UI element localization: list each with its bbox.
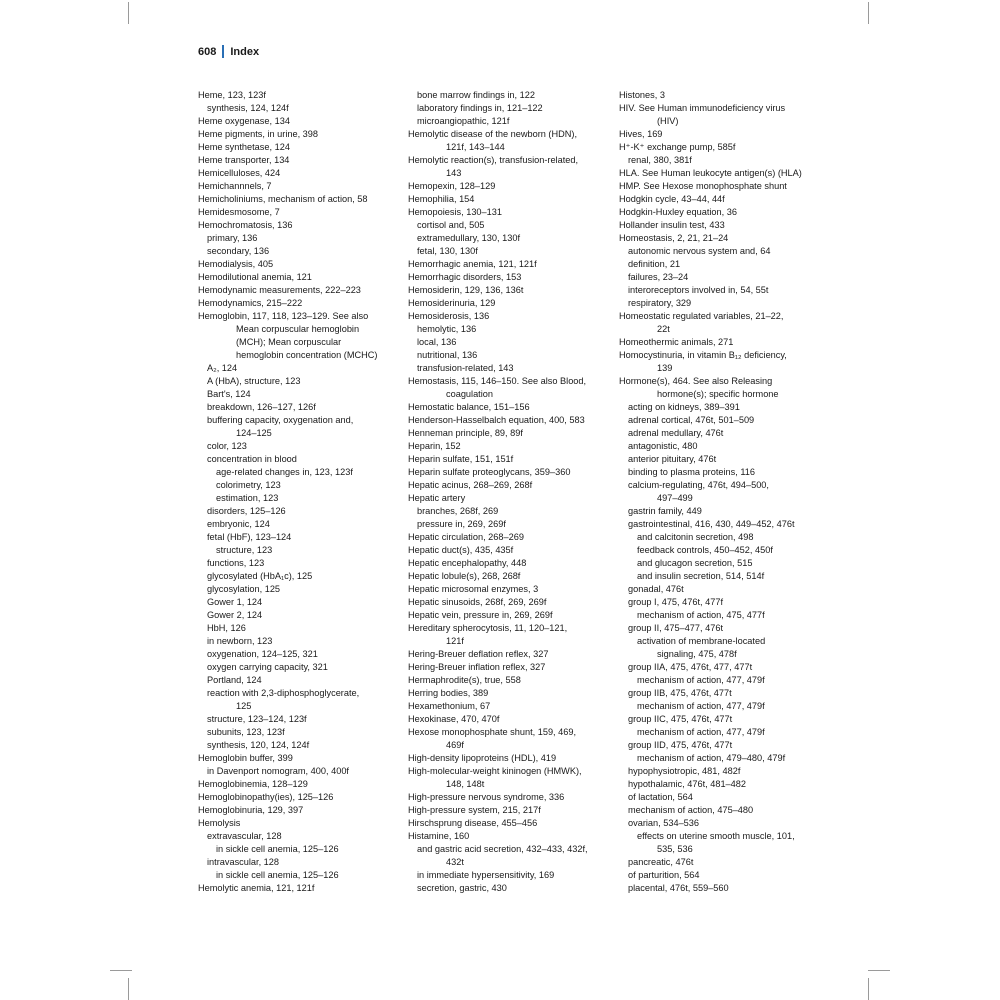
index-entry: Histones, 3 — [619, 90, 665, 100]
index-entry: group IIC, 475, 476t, 477t — [628, 714, 733, 724]
index-entry: age-related changes in, 123, 123f — [216, 467, 353, 477]
index-entry: glycosylation, 125 — [207, 584, 281, 594]
index-entry: Heparin sulfate, 151, 151f — [408, 454, 514, 464]
index-entry: mechanism of action, 477, 479f — [637, 701, 765, 711]
index-entry: Hemoglobinemia, 128–129 — [198, 779, 308, 789]
index-entry: in immediate hypersensitivity, 169 — [417, 870, 555, 880]
index-entry: renal, 380, 381f — [628, 155, 692, 165]
index-entry: concentration in blood — [207, 454, 297, 464]
index-entry: group II, 475–477, 476t — [628, 623, 724, 633]
index-entry: pressure in, 269, 269f — [417, 519, 506, 529]
index-entry: primary, 136 — [207, 233, 258, 243]
index-entry: Hormone(s), 464. See also Releasing — [619, 376, 773, 386]
index-column-2 — [408, 89, 613, 895]
index-entry: failures, 23–24 — [628, 272, 689, 282]
index-entry: hormone(s); specific hormone — [657, 389, 779, 399]
index-entry: Portland, 124 — [207, 675, 262, 685]
index-entry: breakdown, 126–127, 126f — [207, 402, 316, 412]
index-entry: Hemoglobin buffer, 399 — [198, 753, 293, 763]
index-entry: in Davenport nomogram, 400, 400f — [207, 766, 349, 776]
index-entry: Herring bodies, 389 — [408, 688, 489, 698]
index-entry: group IIB, 475, 476t, 477t — [628, 688, 732, 698]
index-entry: Heparin sulfate proteoglycans, 359–360 — [408, 467, 571, 477]
index-entry: High-density lipoproteins (HDL), 419 — [408, 753, 557, 763]
index-entry: calcium-regulating, 476t, 494–500, — [628, 480, 769, 490]
index-entry: oxygenation, 124–125, 321 — [207, 649, 318, 659]
index-entry: Hereditary spherocytosis, 11, 120–121, — [408, 623, 568, 633]
index-entry: Henneman principle, 89, 89f — [408, 428, 523, 438]
index-entry: synthesis, 124, 124f — [207, 103, 289, 113]
index-entry: Heme, 123, 123f — [198, 90, 266, 100]
index-entry: laboratory findings in, 121–122 — [417, 103, 543, 113]
index-entry: Hemostasis, 115, 146–150. See also Blood, — [408, 376, 587, 386]
index-entry: 121f, 143–144 — [446, 142, 505, 152]
index-entry: acting on kidneys, 389–391 — [628, 402, 740, 412]
index-entry: extramedullary, 130, 130f — [417, 233, 520, 243]
header-divider — [222, 45, 224, 58]
index-entry: hypothalamic, 476t, 481–482 — [628, 779, 746, 789]
index-entry: functions, 123 — [207, 558, 265, 568]
index-entry: HMP. See Hexose monophosphate shunt — [619, 181, 787, 191]
index-entry: A (HbA), structure, 123 — [207, 376, 301, 386]
index-entry: fetal, 130, 130f — [417, 246, 478, 256]
index-entry: 469f — [446, 740, 464, 750]
index-entry: Hemicelluloses, 424 — [198, 168, 281, 178]
index-entry: 121f — [446, 636, 464, 646]
index-entry: HbH, 126 — [207, 623, 246, 633]
index-entry: extravascular, 128 — [207, 831, 282, 841]
index-entry: Homeostasis, 2, 21, 21–24 — [619, 233, 729, 243]
section-title: Index — [230, 45, 260, 58]
index-entry: Hirschsprung disease, 455–456 — [408, 818, 538, 828]
index-entry: Hepatic circulation, 268–269 — [408, 532, 524, 542]
index-entry: Hemoglobinuria, 129, 397 — [198, 805, 304, 815]
index-entry: colorimetry, 123 — [216, 480, 281, 490]
index-entry: Heparin, 152 — [408, 441, 461, 451]
index-entry: disorders, 125–126 — [207, 506, 286, 516]
index-entry: interoreceptors involved in, 54, 55t — [628, 285, 769, 295]
index-entry: gastrointestinal, 416, 430, 449–452, 476t — [628, 519, 795, 529]
index-entry: Hemodialysis, 405 — [198, 259, 274, 269]
index-entry: subunits, 123, 123f — [207, 727, 285, 737]
index-entry: HIV. See Human immunodeficiency virus — [619, 103, 786, 113]
index-entry: group IID, 475, 476t, 477t — [628, 740, 733, 750]
index-entry: Hemolytic disease of the newborn (HDN), — [408, 129, 578, 139]
index-entry: Hepatic acinus, 268–269, 268f — [408, 480, 533, 490]
index-entry: Hodgkin-Huxley equation, 36 — [619, 207, 737, 217]
index-entry: (HIV) — [657, 116, 679, 126]
index-entry: adrenal cortical, 476t, 501–509 — [628, 415, 755, 425]
crop-mark — [868, 970, 890, 971]
index-entry: Hemochromatosis, 136 — [198, 220, 293, 230]
index-entry: intravascular, 128 — [207, 857, 280, 867]
index-entry: Heme pigments, in urine, 398 — [198, 129, 319, 139]
index-entry: and calcitonin secretion, 498 — [637, 532, 754, 542]
index-entry: hemoglobin concentration (MCHC) — [236, 350, 378, 360]
index-entry: mechanism of action, 477, 479f — [637, 675, 765, 685]
index-entry: nutritional, 136 — [417, 350, 478, 360]
index-entry: 139 — [657, 363, 673, 373]
index-entry: reaction with 2,3-diphosphoglycerate, — [207, 688, 360, 698]
index-entry: Hemopoiesis, 130–131 — [408, 207, 502, 217]
index-entry: A₂, 124 — [207, 363, 238, 373]
index-entry: Hemolytic anemia, 121, 121f — [198, 883, 315, 893]
index-entry: embryonic, 124 — [207, 519, 270, 529]
index-entry: and insulin secretion, 514, 514f — [637, 571, 765, 581]
crop-mark — [868, 978, 869, 1000]
index-entry: Gower 2, 124 — [207, 610, 263, 620]
index-entry: branches, 268f, 269 — [417, 506, 499, 516]
index-entry: oxygen carrying capacity, 321 — [207, 662, 328, 672]
index-entry: Hexamethonium, 67 — [408, 701, 491, 711]
index-entry: activation of membrane-located — [637, 636, 766, 646]
index-entry: Hemostatic balance, 151–156 — [408, 402, 530, 412]
index-entry: Hemosiderosis, 136 — [408, 311, 490, 321]
index-entry: secondary, 136 — [207, 246, 270, 256]
index-entry: Mean corpuscular hemoglobin — [236, 324, 360, 334]
index-entry: structure, 123 — [216, 545, 273, 555]
index-entry: High-pressure system, 215, 217f — [408, 805, 541, 815]
index-entry: High-molecular-weight kininogen (HMWK), — [408, 766, 582, 776]
index-entry: (MCH); Mean corpuscular — [236, 337, 342, 347]
index-entry: binding to plasma proteins, 116 — [628, 467, 756, 477]
index-entry: Hemichannnels, 7 — [198, 181, 272, 191]
index-entry: of lactation, 564 — [628, 792, 693, 802]
index-entry: Bart's, 124 — [207, 389, 251, 399]
index-entry: 497–499 — [657, 493, 693, 503]
index-entry: Histamine, 160 — [408, 831, 470, 841]
index-entry: gastrin family, 449 — [628, 506, 702, 516]
index-entry: group IIA, 475, 476t, 477, 477t — [628, 662, 753, 672]
index-entry: Hodgkin cycle, 43–44, 44f — [619, 194, 725, 204]
index-entry: anterior pituitary, 476t — [628, 454, 717, 464]
index-entry: Homeothermic animals, 271 — [619, 337, 734, 347]
index-entry: Homocystinuria, in vitamin B₁₂ deficiency, — [619, 350, 787, 360]
index-entry: Hemodynamics, 215–222 — [198, 298, 303, 308]
index-entry: in sickle cell anemia, 125–126 — [216, 870, 339, 880]
crop-mark — [128, 978, 129, 1000]
index-entry: bone marrow findings in, 122 — [417, 90, 535, 100]
index-entry: Hepatic encephalopathy, 448 — [408, 558, 527, 568]
index-entry: Hemodynamic measurements, 222–223 — [198, 285, 361, 295]
index-entry: 124–125 — [236, 428, 272, 438]
index-entry: local, 136 — [417, 337, 457, 347]
index-entry: Hemodilutional anemia, 121 — [198, 272, 312, 282]
index-entry: fetal (HbF), 123–124 — [207, 532, 292, 542]
index-entry: structure, 123–124, 123f — [207, 714, 307, 724]
crop-mark — [110, 970, 132, 971]
index-entry: Hemosiderinuria, 129 — [408, 298, 496, 308]
index-entry: Hepatic vein, pressure in, 269, 269f — [408, 610, 553, 620]
index-entry: signaling, 475, 478f — [657, 649, 737, 659]
index-entry: respiratory, 329 — [628, 298, 692, 308]
index-entry: Hollander insulin test, 433 — [619, 220, 725, 230]
index-entry: Hemorrhagic anemia, 121, 121f — [408, 259, 537, 269]
index-entry: Hepatic microsomal enzymes, 3 — [408, 584, 539, 594]
index-entry: 125 — [236, 701, 252, 711]
index-entry: Hemorrhagic disorders, 153 — [408, 272, 522, 282]
index-entry: mechanism of action, 475–480 — [628, 805, 754, 815]
index-entry: feedback controls, 450–452, 450f — [637, 545, 773, 555]
index-entry: Hepatic sinusoids, 268f, 269, 269f — [408, 597, 547, 607]
index-entry: 148, 148t — [446, 779, 485, 789]
index-entry: Hives, 169 — [619, 129, 663, 139]
index-entry: gonadal, 476t — [628, 584, 684, 594]
index-entry: Hermaphrodite(s), true, 558 — [408, 675, 521, 685]
index-entry: definition, 21 — [628, 259, 681, 269]
index-entry: and glucagon secretion, 515 — [637, 558, 753, 568]
index-entry: Heme transporter, 134 — [198, 155, 290, 165]
index-entry: Hemosiderin, 129, 136, 136t — [408, 285, 524, 295]
index-entry: High-pressure nervous syndrome, 336 — [408, 792, 565, 802]
index-entry: Hemopexin, 128–129 — [408, 181, 496, 191]
index-entry: in sickle cell anemia, 125–126 — [216, 844, 339, 854]
index-entry: Hepatic lobule(s), 268, 268f — [408, 571, 521, 581]
index-entry: Hepatic duct(s), 435, 435f — [408, 545, 514, 555]
index-entry: estimation, 123 — [216, 493, 279, 503]
index-entry: pancreatic, 476t — [628, 857, 694, 867]
index-entry: Heme synthetase, 124 — [198, 142, 290, 152]
index-entry: Hemolysis — [198, 818, 241, 828]
index-entry: mechanism of action, 479–480, 479f — [637, 753, 786, 763]
index-entry: Hering-Breuer deflation reflex, 327 — [408, 649, 549, 659]
index-entry: synthesis, 120, 124, 124f — [207, 740, 310, 750]
index-entry: Hemicholiniums, mechanism of action, 58 — [198, 194, 368, 204]
index-entry: autonomic nervous system and, 64 — [628, 246, 771, 256]
index-entry: and gastric acid secretion, 432–433, 432f, — [417, 844, 588, 854]
page-header — [198, 45, 259, 58]
index-entry: 535, 536 — [657, 844, 693, 854]
index-entry: Henderson-Hasselbalch equation, 400, 583 — [408, 415, 585, 425]
page-number: 608 — [198, 45, 217, 58]
index-entry: Hepatic artery — [408, 493, 466, 503]
index-entry: glycosylated (HbA₁c), 125 — [207, 571, 313, 581]
index-entry: Heme oxygenase, 134 — [198, 116, 290, 126]
index-entry: H⁺-K⁺ exchange pump, 585f — [619, 142, 736, 152]
crop-mark — [868, 2, 869, 24]
index-entry: group I, 475, 476t, 477f — [628, 597, 724, 607]
index-entry: buffering capacity, oxygenation and, — [207, 415, 354, 425]
index-entry: antagonistic, 480 — [628, 441, 698, 451]
index-entry: Hemolytic reaction(s), transfusion-related, — [408, 155, 579, 165]
index-entry: adrenal medullary, 476t — [628, 428, 724, 438]
index-entry: cortisol and, 505 — [417, 220, 485, 230]
index-entry: effects on uterine smooth muscle, 101, — [637, 831, 795, 841]
index-entry: Hexokinase, 470, 470f — [408, 714, 500, 724]
index-entry: in newborn, 123 — [207, 636, 273, 646]
index-entry: color, 123 — [207, 441, 247, 451]
index-entry: 22t — [657, 324, 670, 334]
index-entry: 432t — [446, 857, 464, 867]
index-entry: coagulation — [446, 389, 493, 399]
index-entry: Homeostatic regulated variables, 21–22, — [619, 311, 784, 321]
index-entry: microangiopathic, 121f — [417, 116, 510, 126]
crop-mark — [128, 2, 129, 24]
index-entry: of parturition, 564 — [628, 870, 700, 880]
index-entry: ovarian, 534–536 — [628, 818, 700, 828]
index-entry: hypophysiotropic, 481, 482f — [628, 766, 741, 776]
index-entry: Hering-Breuer inflation reflex, 327 — [408, 662, 546, 672]
index-entry: Hemoglobinopathy(ies), 125–126 — [198, 792, 334, 802]
index-entry: mechanism of action, 477, 479f — [637, 727, 765, 737]
index-column-1 — [198, 89, 403, 895]
index-entry: Hemophilia, 154 — [408, 194, 475, 204]
index-entry: HLA. See Human leukocyte antigen(s) (HLA) — [619, 168, 802, 178]
index-entry: 143 — [446, 168, 462, 178]
index-entry: Hemoglobin, 117, 118, 123–129. See also — [198, 311, 369, 321]
index-column-3 — [619, 89, 824, 895]
index-entry: transfusion-related, 143 — [417, 363, 514, 373]
index-entry: hemolytic, 136 — [417, 324, 477, 334]
index-entry: Gower 1, 124 — [207, 597, 263, 607]
index-entry: mechanism of action, 475, 477f — [637, 610, 765, 620]
index-entry: secretion, gastric, 430 — [417, 883, 507, 893]
index-entry: Hexose monophosphate shunt, 159, 469, — [408, 727, 577, 737]
index-entry: Hemidesmosome, 7 — [198, 207, 280, 217]
index-entry: placental, 476t, 559–560 — [628, 883, 729, 893]
